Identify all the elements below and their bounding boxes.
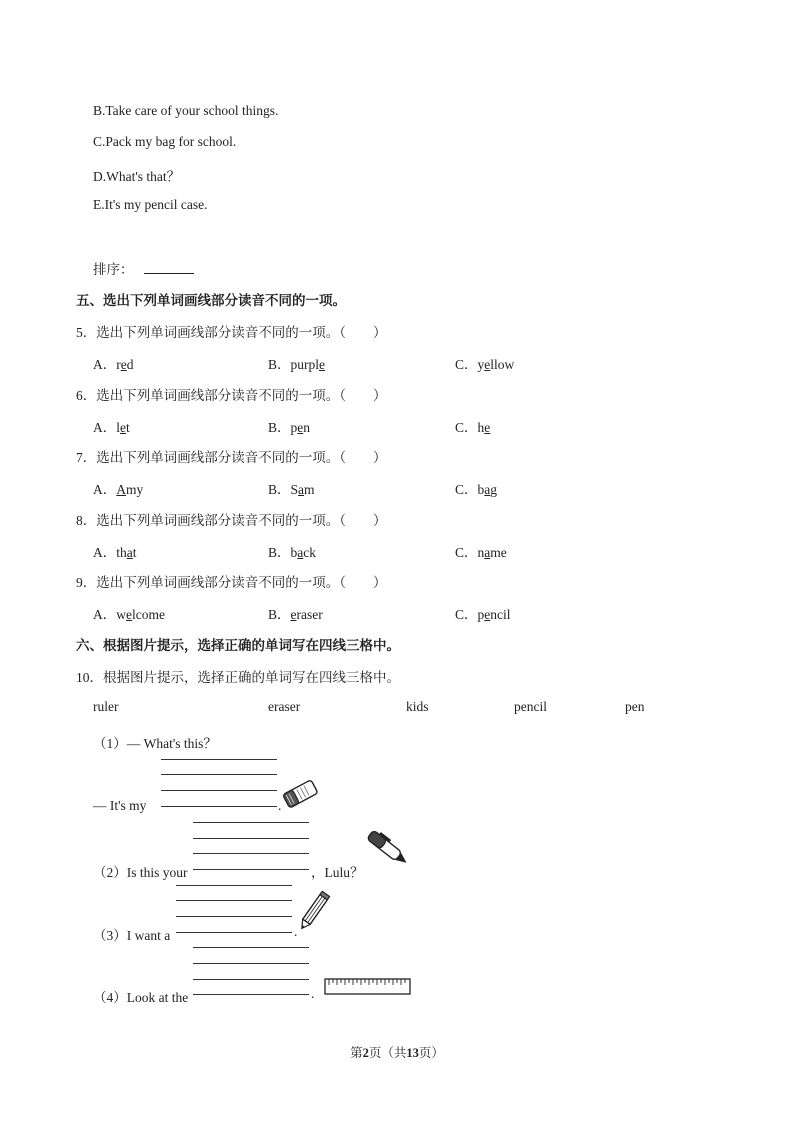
underlined-letter: e (484, 420, 491, 435)
option-b[interactable]: B．Sam (268, 482, 315, 497)
item-4-prefix: （4）Look at the (93, 990, 189, 1005)
underlined-letter: A (116, 482, 126, 497)
ordering-answer-blank[interactable] (144, 261, 194, 274)
option-b[interactable]: B．purple (268, 357, 326, 372)
ruler-icon (324, 977, 412, 997)
ordering-option-c: C.Pack my bag for school. (93, 134, 237, 149)
pencil-icon (294, 884, 338, 934)
underlined-letter: e (484, 607, 491, 622)
section5-title: 五、选出下列单词画线部分读音不同的一项。 (76, 293, 346, 308)
word-bank-item: pen (625, 699, 645, 714)
underlined-letter: a (297, 545, 304, 560)
item-1-answer-prefix: — It's my (93, 798, 147, 813)
word-bank-item: eraser (268, 699, 301, 714)
question-prompt: 5．选出下列单词画线部分读音不同的一项。（ ） (76, 325, 387, 340)
underlined-letter: e (319, 357, 326, 372)
underlined-letter: a (126, 545, 133, 560)
question-10-prompt: 10．根据图片提示，选择正确的单词写在四线三格中。 (76, 670, 400, 685)
total-pages: 13 (406, 1046, 419, 1060)
underlined-letter: e (297, 420, 304, 435)
option-a[interactable]: A．let (93, 420, 130, 435)
option-b[interactable]: B．back (268, 545, 317, 560)
option-c[interactable]: C．he (455, 420, 491, 435)
underlined-letter: a (484, 545, 491, 560)
item-1-period: . (278, 798, 282, 813)
item-3-period: . (294, 924, 298, 939)
page-footer: 第2页（共13页） (350, 1046, 444, 1060)
option-c[interactable]: C．pencil (455, 607, 511, 622)
item-1-question: （1）— What's this？ (93, 736, 217, 751)
item-2-prefix: （2）Is this your (93, 865, 188, 880)
pen-icon (360, 827, 416, 871)
question-prompt: 6．选出下列单词画线部分读音不同的一项。（ ） (76, 388, 387, 403)
word-bank-item: kids (406, 699, 429, 714)
word-bank-item: pencil (514, 699, 547, 714)
item-3-prefix: （3）I want a (93, 928, 171, 943)
underlined-letter: e (126, 607, 132, 622)
option-b[interactable]: B．pen (268, 420, 311, 435)
ordering-option-d: D.What's that？ (93, 169, 181, 184)
option-a[interactable]: A．welcome (93, 607, 165, 622)
option-b[interactable]: B．eraser (268, 607, 323, 622)
section6-title: 六、根据图片提示，选择正确的单词写在四线三格中。 (76, 638, 400, 653)
option-a[interactable]: A．that (93, 545, 137, 560)
option-c[interactable]: C．yellow (455, 357, 515, 372)
underlined-letter: e (290, 607, 297, 622)
underlined-letter: e (120, 420, 127, 435)
ordering-answer (93, 258, 194, 278)
eraser-icon (281, 777, 321, 809)
question-prompt: 9．选出下列单词画线部分读音不同的一项。（ ） (76, 575, 387, 590)
ordering-answer-label: 排序： (93, 262, 134, 277)
ordering-option-b: B.Take care of your school things. (93, 103, 279, 118)
underlined-letter: e (120, 357, 127, 372)
ordering-option-e: E.It's my pencil case. (93, 197, 208, 212)
item-4-period: . (311, 986, 315, 1001)
underlined-letter: e (484, 357, 491, 372)
page-number: 2 (362, 1046, 369, 1060)
item-2-suffix: ，Lulu？ (311, 865, 364, 880)
underlined-letter: a (484, 482, 491, 497)
word-bank-item: ruler (93, 699, 119, 714)
underlined-letter: a (298, 482, 305, 497)
option-a[interactable]: A．red (93, 357, 134, 372)
option-c[interactable]: C．bag (455, 482, 498, 497)
question-prompt: 7．选出下列单词画线部分读音不同的一项。（ ） (76, 450, 387, 465)
option-a[interactable]: A．Amy (93, 482, 144, 497)
question-prompt: 8．选出下列单词画线部分读音不同的一项。（ ） (76, 513, 387, 528)
option-c[interactable]: C．name (455, 545, 507, 560)
